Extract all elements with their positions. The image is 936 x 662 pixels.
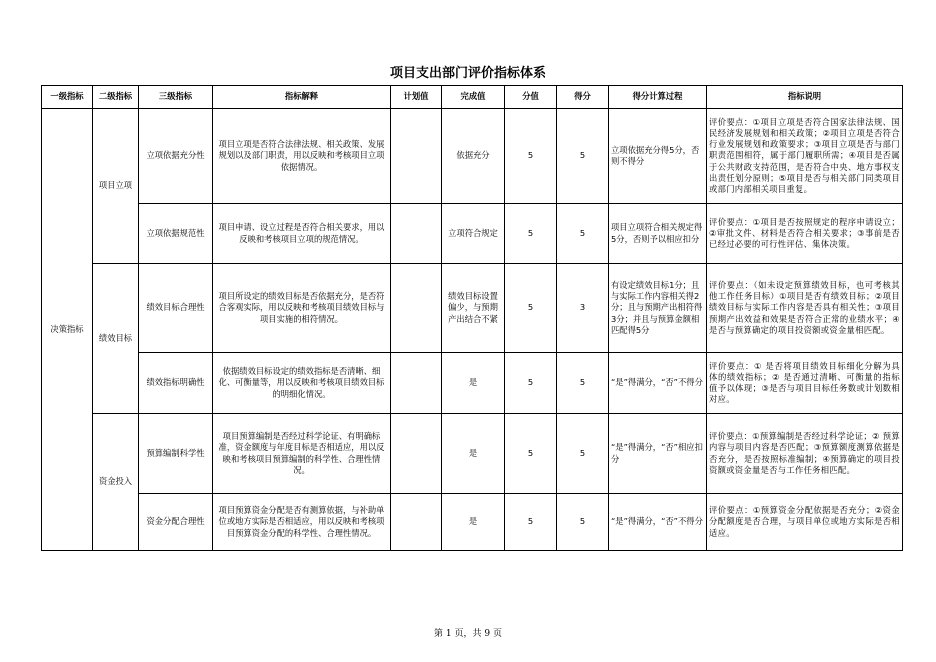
table-row xyxy=(42,414,903,494)
actual-cell: 是 xyxy=(442,494,505,551)
header-weight: 分值 xyxy=(505,86,557,109)
explain-cell: 项目所设定的绩效目标是否依据充分，是否符合客观实际，用以反映和考核项目绩效目标与项目实施的相符情况。 xyxy=(213,264,391,353)
calc-cell: “是”得满分，“否”不得分 xyxy=(609,353,707,414)
level3-cell: 立项依据规范性 xyxy=(139,204,213,264)
actual-cell: 立项符合规定 xyxy=(442,204,505,264)
table-row xyxy=(42,109,903,204)
note-cell: 评价要点：①项目是否按照规定的程序申请设立；②审批文件、材料是否符合相关要求；③事前是否已经过必要的可行性评估、集体决策。 xyxy=(707,204,903,264)
table-row xyxy=(42,494,903,551)
header-explain: 指标解释 xyxy=(213,86,391,109)
indicator-table xyxy=(41,85,903,551)
level3-cell: 绩效指标明确性 xyxy=(139,353,213,414)
calc-cell: “是”得满分，“否”不得分 xyxy=(609,494,707,551)
weight-cell: 5 xyxy=(505,494,557,551)
table-header-row xyxy=(42,86,903,109)
plan-cell xyxy=(391,353,442,414)
note-cell: 评价要点：①预算资金分配依据是否充分；②资金分配额度是否合理，与项目单位或地方实际是否相适应。 xyxy=(707,494,903,551)
score-cell: 3 xyxy=(557,264,609,353)
score-cell: 5 xyxy=(557,109,609,204)
weight-cell: 5 xyxy=(505,353,557,414)
calc-cell: 项目立项符合相关规定得5分，否则予以相应扣分 xyxy=(609,204,707,264)
plan-cell xyxy=(391,204,442,264)
calc-cell: 立项依据充分得5分，否则不得分 xyxy=(609,109,707,204)
header-score: 得分 xyxy=(557,86,609,109)
level2-cell: 项目立项 xyxy=(93,109,139,264)
actual-cell: 绩效目标设置偏少，与预期产出结合不紧 xyxy=(442,264,505,353)
header-actual: 完成值 xyxy=(442,86,505,109)
explain-cell: 项目申请、设立过程是否符合相关要求，用以反映和考核项目立项的规范情况。 xyxy=(213,204,391,264)
plan-cell xyxy=(391,494,442,551)
page-footer: 第 1 页，共 9 页 xyxy=(434,629,502,639)
plan-cell xyxy=(391,109,442,204)
level3-cell: 立项依据充分性 xyxy=(139,109,213,204)
header-level1: 一级指标 xyxy=(42,86,93,109)
table-row xyxy=(42,264,903,353)
explain-cell: 项目预算编制是否经过科学论证、有明确标准，资金额度与年度目标是否相适应，用以反映和考核项目预算编制的科学性、合理性情况。 xyxy=(213,414,391,494)
weight-cell: 5 xyxy=(505,204,557,264)
header-level3: 三级指标 xyxy=(139,86,213,109)
page-title: 项目支出部门评价指标体系 xyxy=(389,66,546,81)
plan-cell xyxy=(391,264,442,353)
level1-cell: 决策指标 xyxy=(42,109,93,551)
weight-cell: 5 xyxy=(505,109,557,204)
score-cell: 5 xyxy=(557,353,609,414)
score-cell: 5 xyxy=(557,204,609,264)
note-cell: 评价要点：（如未设定预算绩效目标，也可考核其他工作任务目标）①项目是否有绩效目标；②项目绩效目标与实际工作内容是否具有相关性；③项目预期产出效益和效果是否符合正常的业绩水平；④是否与预算确定的项目投资额或资金量相匹配。 xyxy=(707,264,903,353)
actual-cell: 依据充分 xyxy=(442,109,505,204)
level2-cell: 资金投入 xyxy=(93,414,139,551)
explain-cell: 项目立项是否符合法律法规、相关政策、发展规划以及部门职责，用以反映和考核项目立项依据情况。 xyxy=(213,109,391,204)
level2-cell: 绩效目标 xyxy=(93,264,139,414)
calc-cell: 有设定绩效目标1分；且与实际工作内容相关得2分；且与预期产出相符得3分；并且与预算金额相匹配得5分 xyxy=(609,264,707,353)
weight-cell: 5 xyxy=(505,264,557,353)
note-cell: 评价要点：① 是否将项目绩效目标细化分解为具体的绩效指标；② 是否通过清晰、可衡量的指标值予以体现；③是否与项目目标任务数或计划数相对应。 xyxy=(707,353,903,414)
explain-cell: 项目预算资金分配是否有测算依据，与补助单位或地方实际是否相适应，用以反映和考核项目预算资金分配的科学性、合理性情况。 xyxy=(213,494,391,551)
weight-cell: 5 xyxy=(505,414,557,494)
table-row xyxy=(42,204,903,264)
header-level2: 二级指标 xyxy=(93,86,139,109)
score-cell: 5 xyxy=(557,494,609,551)
explain-cell: 依据绩效目标设定的绩效指标是否清晰、细化、可衡量等，用以反映和考核项目绩效目标的明细化情况。 xyxy=(213,353,391,414)
level3-cell: 绩效目标合理性 xyxy=(139,264,213,353)
score-cell: 5 xyxy=(557,414,609,494)
header-calc: 得分计算过程 xyxy=(609,86,707,109)
plan-cell xyxy=(391,414,442,494)
table-row xyxy=(42,353,903,414)
note-cell: 评价要点：①预算编制是否经过科学论证；② 预算内容与项目内容是否匹配；③预算额度测算依据是否充分，是否按照标准编制；④预算确定的项目投资额或资金量是否与工作任务相匹配。 xyxy=(707,414,903,494)
level3-cell: 资金分配合理性 xyxy=(139,494,213,551)
header-note: 指标说明 xyxy=(707,86,903,109)
calc-cell: “是”得满分，“否”相应扣分 xyxy=(609,414,707,494)
header-plan: 计划值 xyxy=(391,86,442,109)
actual-cell: 是 xyxy=(442,353,505,414)
level3-cell: 预算编制科学性 xyxy=(139,414,213,494)
note-cell: 评价要点：①项目立项是否符合国家法律法规、国民经济发展规划和相关政策；②项目立项是否符合行业发展规划和政策要求；③项目立项是否与部门职责范围相符，属于部门履职所需；④项目是否属于公共财政支持范围，是否符合中央、地方事权支出责任划分原则；⑤项目是否与相关部门同类项目或部门内部相关项目重复。 xyxy=(707,109,903,204)
actual-cell: 是 xyxy=(442,414,505,494)
